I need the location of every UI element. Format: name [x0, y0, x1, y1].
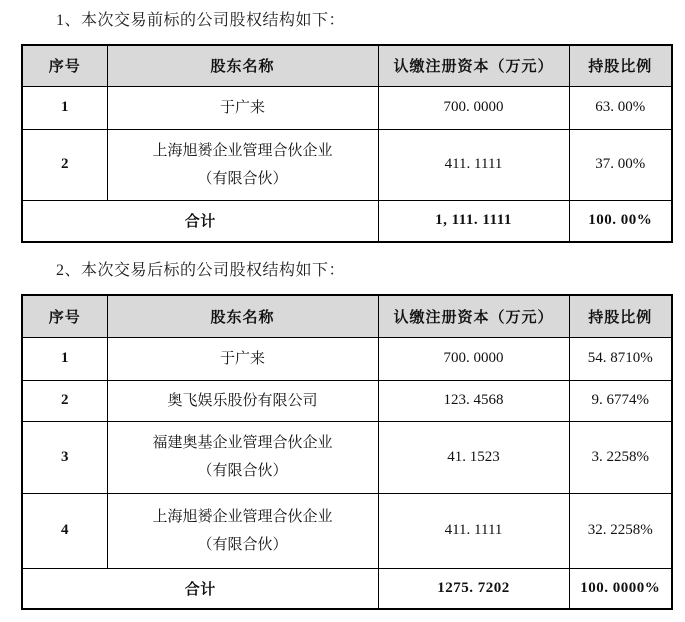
shareholder-name	[107, 86, 378, 129]
shareholder-name-line1: 于广来	[219, 99, 265, 116]
section-title-after: 2、本次交易后标的公司股权结构如下：	[56, 262, 346, 279]
table-row	[22, 493, 672, 568]
capital-value: 700. 0000	[378, 86, 569, 129]
column-header-index: 序号	[22, 45, 107, 86]
capital-value: 123. 4568	[378, 380, 569, 421]
total-label: 合计	[22, 568, 378, 609]
shareholder-name	[107, 380, 378, 421]
row-index: 4	[22, 493, 107, 568]
capital-value: 411. 1111	[378, 129, 569, 200]
shareholder-name-line2: （有限合伙）	[197, 463, 288, 479]
ratio-value: 63. 00%	[569, 86, 672, 129]
table-header-row	[22, 45, 672, 86]
row-index: 2	[22, 380, 107, 421]
table-row	[22, 380, 672, 421]
equity-table-before	[21, 44, 673, 243]
ratio-value: 54. 8710%	[569, 337, 672, 380]
capital-value: 411. 1111	[378, 493, 569, 568]
shareholder-name	[107, 421, 378, 493]
shareholder-name-line1: 上海旭赟企业管理合伙企业	[152, 142, 333, 159]
row-index: 3	[22, 421, 107, 493]
total-row	[22, 200, 672, 242]
section-title-before: 1、本次交易前标的公司股权结构如下：	[56, 12, 346, 29]
ratio-value: 32. 2258%	[569, 493, 672, 568]
ratio-value: 9. 6774%	[569, 380, 672, 421]
shareholder-name-line1: 奥飞娱乐股份有限公司	[167, 392, 318, 409]
table-header-row	[22, 295, 672, 337]
ratio-value: 3. 2258%	[569, 421, 672, 493]
capital-value: 41. 1523	[378, 421, 569, 493]
column-header-ratio: 持股比例	[569, 45, 672, 86]
shareholder-name	[107, 129, 378, 200]
shareholder-name	[107, 337, 378, 380]
shareholder-name-line2: （有限合伙）	[197, 536, 288, 553]
table-row	[22, 421, 672, 493]
table-row	[22, 86, 672, 129]
total-ratio: 100. 00%	[569, 200, 672, 242]
ratio-value: 37. 00%	[569, 129, 672, 200]
table-row	[22, 129, 672, 200]
shareholder-name-line1: 上海旭赟企业管理合伙企业	[152, 508, 333, 525]
row-index: 1	[22, 337, 107, 380]
row-index: 2	[22, 129, 107, 200]
shareholder-name-line1: 于广来	[219, 350, 265, 367]
shareholder-name-line2: （有限合伙）	[197, 170, 288, 187]
total-label: 合计	[22, 200, 378, 242]
total-row	[22, 568, 672, 609]
column-header-capital: 认缴注册资本（万元）	[378, 295, 569, 337]
equity-table-after	[21, 294, 673, 610]
total-capital: 1275. 7202	[378, 568, 569, 609]
capital-value: 700. 0000	[378, 337, 569, 380]
total-ratio: 100. 0000%	[569, 568, 672, 609]
shareholder-name	[107, 493, 378, 568]
table-row	[22, 337, 672, 380]
column-header-shareholder: 股东名称	[107, 45, 378, 86]
shareholder-name-line1: 福建奥基企业管理合伙企业	[152, 435, 333, 451]
row-index: 1	[22, 86, 107, 129]
column-header-capital: 认缴注册资本（万元）	[378, 45, 569, 86]
column-header-shareholder: 股东名称	[107, 295, 378, 337]
column-header-ratio: 持股比例	[569, 295, 672, 337]
column-header-index: 序号	[22, 295, 107, 337]
total-capital: 1, 111. 1111	[378, 200, 569, 242]
